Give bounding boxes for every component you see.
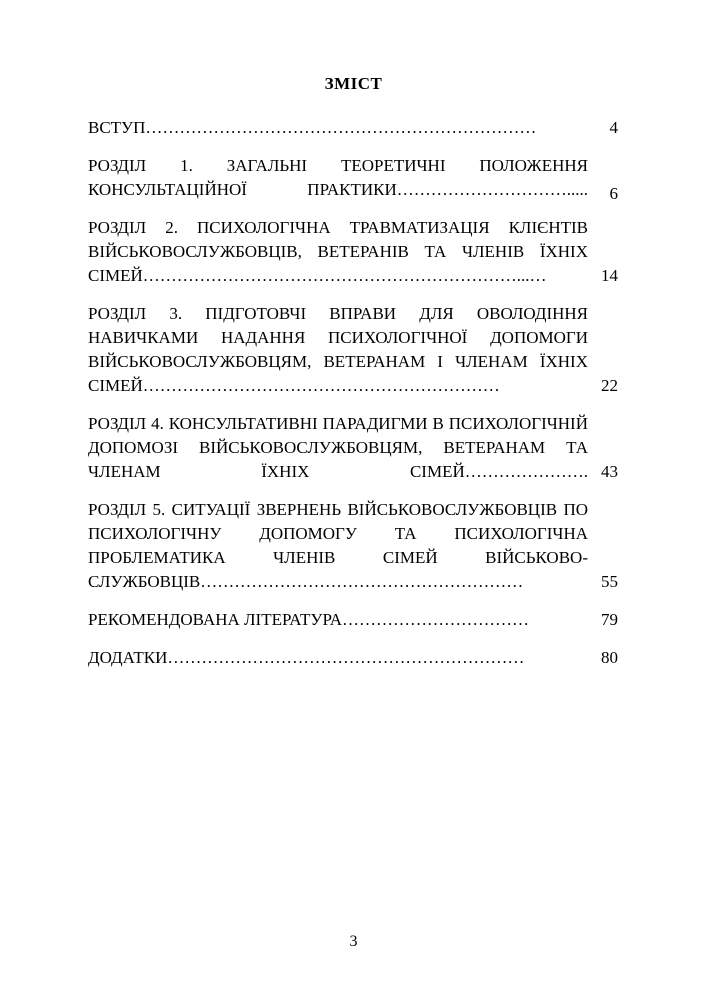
- toc-entry-appendices[interactable]: [88, 646, 618, 670]
- toc-entry-page: 55: [601, 572, 618, 591]
- toc-entry-section-3[interactable]: [88, 302, 618, 398]
- toc-entry-page: 79: [601, 610, 618, 629]
- table-of-contents: [88, 116, 618, 684]
- toc-entry-text: ВСТУП……………………………………………………………: [88, 118, 537, 137]
- toc-entry-text: РОЗДІЛ 2. ПСИХОЛОГІЧНА ТРАВМАТИЗАЦІЯ КЛІЄНТІВ ВІЙСЬКОВОСЛУЖБОВЦІВ, ВЕТЕРАНІВ ТА ЧЛЕНІВ ЇХНІХ СІМЕЙ…………………………………………………………...…: [88, 218, 588, 285]
- toc-entry-page: 4: [609, 118, 618, 137]
- toc-entry-intro[interactable]: [88, 116, 618, 140]
- toc-entry-section-4[interactable]: [88, 412, 618, 484]
- toc-entry-section-2[interactable]: [88, 216, 618, 288]
- toc-entry-page: 6: [609, 184, 618, 203]
- toc-entry-text: РОЗДІЛ 5. СИТУАЦІЇ ЗВЕРНЕНЬ ВІЙСЬКОВОСЛУЖБОВЦІВ ПО ПСИХОЛОГІЧНУ ДОПОМОГУ ТА ПСИХОЛОГІЧНА ПРОБЛЕМАТИКА ЧЛЕНІВ СІМЕЙ ВІЙСЬКОВО-СЛУЖБОВЦІВ…………………………………………………: [88, 500, 588, 591]
- toc-entry-text: РЕКОМЕНДОВАНА ЛІТЕРАТУРА……………………………: [88, 610, 530, 629]
- toc-entry-references[interactable]: [88, 608, 618, 632]
- toc-entry-page: 43: [601, 462, 618, 481]
- toc-entry-section-1[interactable]: [88, 154, 618, 202]
- toc-entry-text: ДОДАТКИ………………………………………………………: [88, 648, 525, 667]
- toc-entry-section-5[interactable]: [88, 498, 618, 594]
- toc-entry-page: 14: [601, 266, 618, 285]
- page-number: 3: [349, 933, 358, 950]
- toc-title: ЗМІСТ: [324, 74, 383, 93]
- toc-entry-text: РОЗДІЛ 4. КОНСУЛЬТАТИВНІ ПАРАДИГМИ В ПСИХОЛОГІЧНІЙ ДОПОМОЗІ ВІЙСЬКОВОСЛУЖБОВЦЯМ, ВЕТЕРАНАМ ТА ЧЛЕНАМ ЇХНІХ СІМЕЙ………………….: [88, 414, 588, 481]
- toc-entry-page: 80: [601, 648, 618, 667]
- toc-entry-page: 22: [601, 376, 618, 395]
- toc-entry-text: РОЗДІЛ 3. ПІДГОТОВЧІ ВПРАВИ ДЛЯ ОВОЛОДІННЯ НАВИЧКАМИ НАДАННЯ ПСИХОЛОГІЧНОЇ ДОПОМОГИ ВІЙСЬКОВОСЛУЖБОВЦЯМ, ВЕТЕРАНАМ І ЧЛЕНАМ ЇХНІХ СІМЕЙ………………………………………………………: [88, 304, 588, 395]
- toc-entry-text: РОЗДІЛ 1. ЗАГАЛЬНІ ТЕОРЕТИЧНІ ПОЛОЖЕННЯ КОНСУЛЬТАЦІЙНОЇ ПРАКТИКИ………………………….....: [88, 156, 588, 199]
